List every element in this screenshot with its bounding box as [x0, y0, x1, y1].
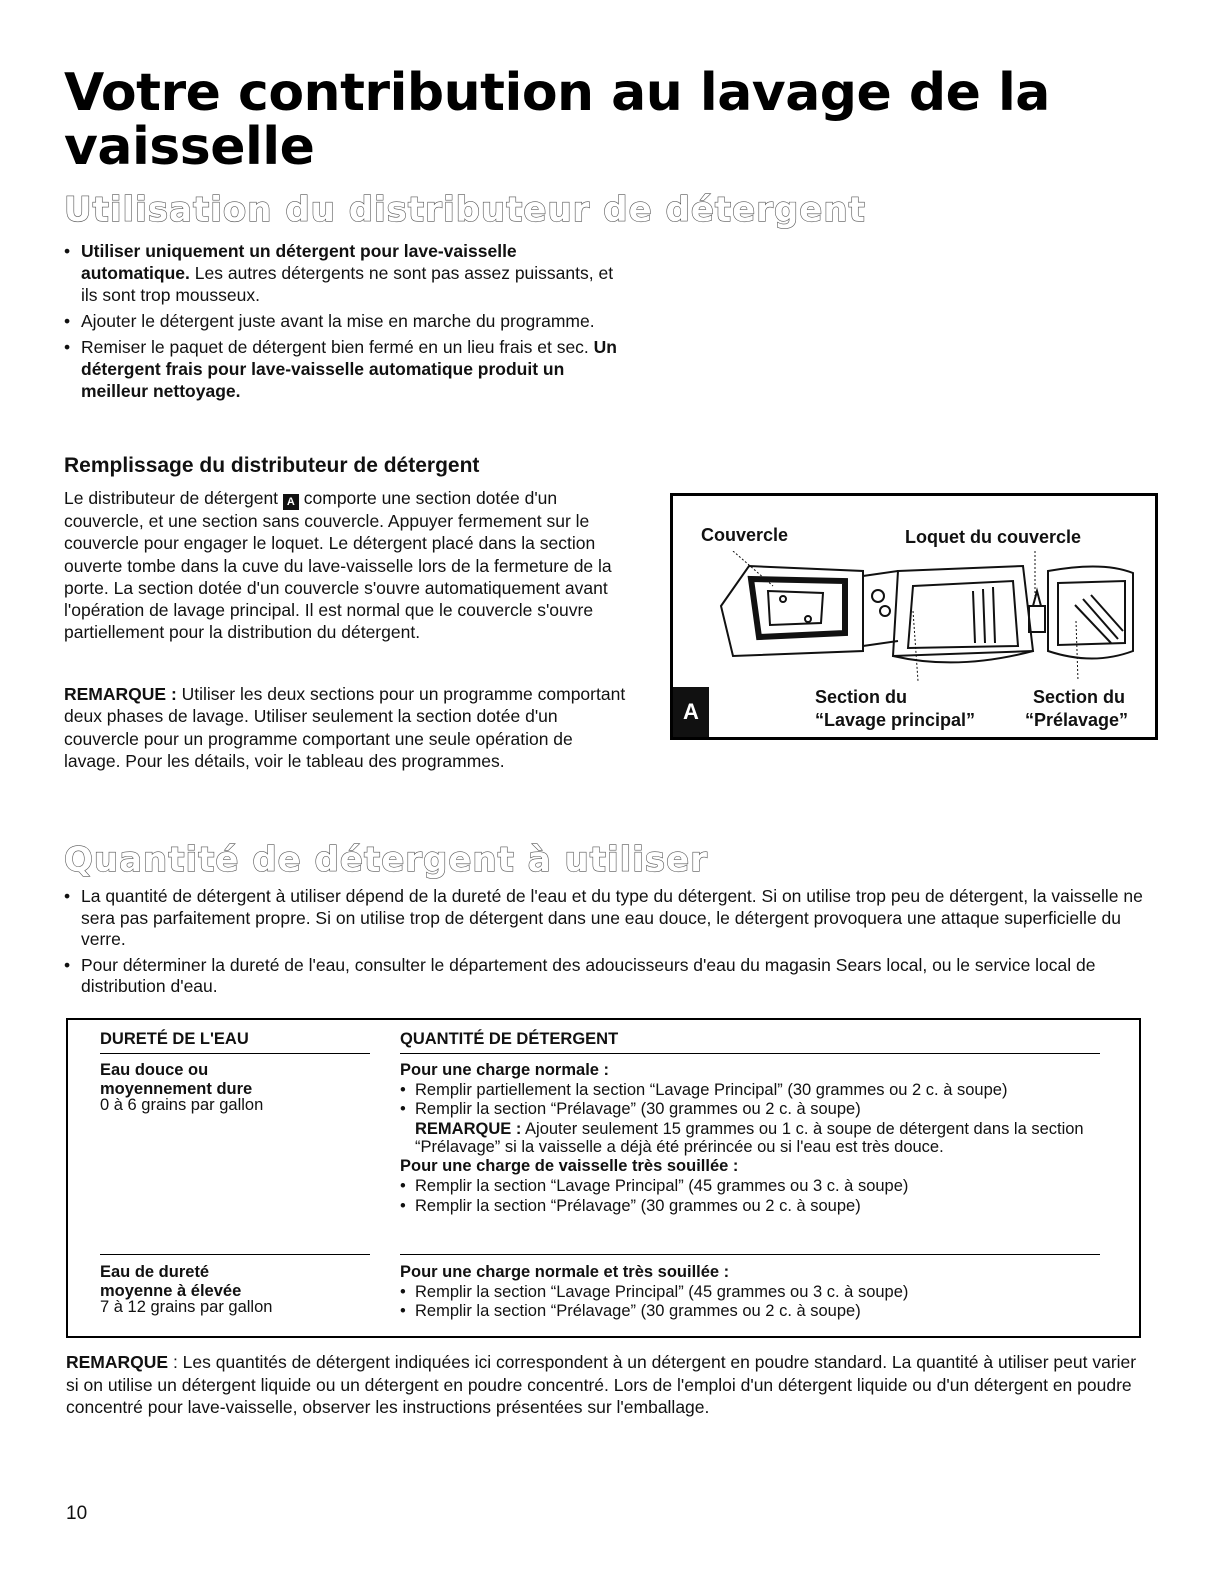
- label-lid: Couvercle: [701, 525, 789, 545]
- header-rule: [100, 1053, 370, 1054]
- label-prewash-1: Section du: [1033, 687, 1126, 707]
- list-item: • Remiser le paquet de détergent bien fermé en un lieu frais et sec. Un détergent frais pour lave-vaisselle automatique produit un meilleur nettoyage.: [64, 336, 624, 402]
- header-rule: [400, 1053, 1100, 1054]
- row-rule: [100, 1254, 370, 1255]
- dispenser-bullets: [64, 240, 624, 406]
- list-item: • Ajouter le détergent juste avant la mise en marche du programme.: [64, 310, 624, 332]
- list-item: • Utiliser uniquement un détergent pour lave-vaisselle automatique. Les autres détergents ne sont pas assez puissants, et ils sont trop mousseux.: [64, 240, 624, 306]
- page-number: 10: [66, 1503, 88, 1524]
- col-header-quantity: QUANTITÉ DE DÉTERGENT: [400, 1030, 619, 1048]
- table-row-2-quantity: Pour une charge normale et très souillée : • Remplir la section “Lavage Principal” (45 grammes ou 3 c. à soupe) • Remplir la section “Prélavage” (30 grammes ou 2 c. à soupe): [400, 1263, 1130, 1322]
- filling-heading: Remplissage du distributeur de détergent: [64, 454, 480, 477]
- table-row-1-quantity: Pour une charge normale : • Remplir partiellement la section “Lavage Principal” (30 grammes ou 2 c. à soupe) • Remplir la section “Prélavage” (30 grammes ou 2 c. à soupe) REMARQUE : Ajouter seulement 15 grammes ou 1 c. à soupe de détergent dans la section “Prélavage” si la vaisselle a déjà été prérincée ou si l'eau est très douce. Pour une charge de vaisselle très souillée : • Remplir la section “Lavage Principal” (45 grammes ou 3 c. à soupe) • Remplir la section “Prélavage” (30 grammes ou 2 c. à soupe): [400, 1061, 1130, 1216]
- detergent-table: [66, 1018, 1141, 1338]
- label-main-wash-1: Section du: [815, 687, 908, 707]
- quantity-bullets: [64, 886, 1144, 1002]
- filling-paragraph: Le distributeur de détergent A comporte une section dotée d'un couvercle, et une section sans couvercle. Appuyer fermement sur le couvercle pour engager le loquet. Le détergent placé dans la section ouverte tombe dans la cuve du lave-vaisselle lors de la fermeture de la porte. La section dotée d'un couvercle s'ouvre automatiquement avant l'opération de lavage principal. Il est normal que le couvercle s'ouvre partiellement pour la distribution du détergent.: [64, 488, 612, 643]
- filling-note: REMARQUE : Utiliser les deux sections pour un programme comportant deux phases de lavage. Utiliser seulement la section dotée d'un couvercle pour un programme comportant une seule opération de lavage. Pour les détails, voir le tableau des programmes.: [64, 684, 626, 771]
- table-row-2-hardness: Eau de dureté moyenne à élevée 7 à 12 grains par gallon: [100, 1263, 273, 1316]
- section-heading-dispenser: Utilisation du distributeur de détergent: [64, 190, 866, 230]
- figure-badge: A: [673, 687, 709, 737]
- col-header-hardness: DURETÉ DE L'EAU: [100, 1030, 249, 1048]
- row-rule: [400, 1254, 1100, 1255]
- label-main-wash-2: “Lavage principal”: [815, 710, 976, 730]
- table-row-1-hardness: Eau douce ou moyennement dure 0 à 6 grains par gallon: [100, 1061, 264, 1114]
- label-prewash-2: “Prélavage”: [1025, 710, 1129, 730]
- bottom-note: REMARQUE : Les quantités de détergent indiquées ici correspondent à un détergent en poudre standard. La quantité à utiliser peut varier si on utilise un détergent liquide ou un détergent en poudre concentré. Lors de l'emploi d'un détergent liquide ou d'un détergent en poudre concentré pour lave-vaisselle, observer les instructions présentées sur l'emballage.: [66, 1352, 1137, 1417]
- dispenser-figure: [670, 493, 1158, 740]
- list-item: • Pour déterminer la dureté de l'eau, consulter le département des adoucisseurs d'eau du magasin Sears local, ou le service local de distribution d'eau.: [64, 955, 1144, 998]
- list-item: • La quantité de détergent à utiliser dépend de la dureté de l'eau et du type du détergent. Si on utilise trop peu de détergent, la vaisselle ne sera pas parfaitement propre. Si on utilise trop de détergent dans une eau douce, le détergent provoquera une attaque superficielle du verre.: [64, 886, 1144, 951]
- figure-a-reference-icon: A: [283, 494, 299, 510]
- dispenser-illustration: [713, 551, 1143, 681]
- label-latch: Loquet du couvercle: [905, 527, 1082, 547]
- section-heading-quantity: Quantité de détergent à utiliser: [64, 840, 708, 880]
- page-title: Votre contribution au lavage de la vaisselle: [64, 63, 1050, 177]
